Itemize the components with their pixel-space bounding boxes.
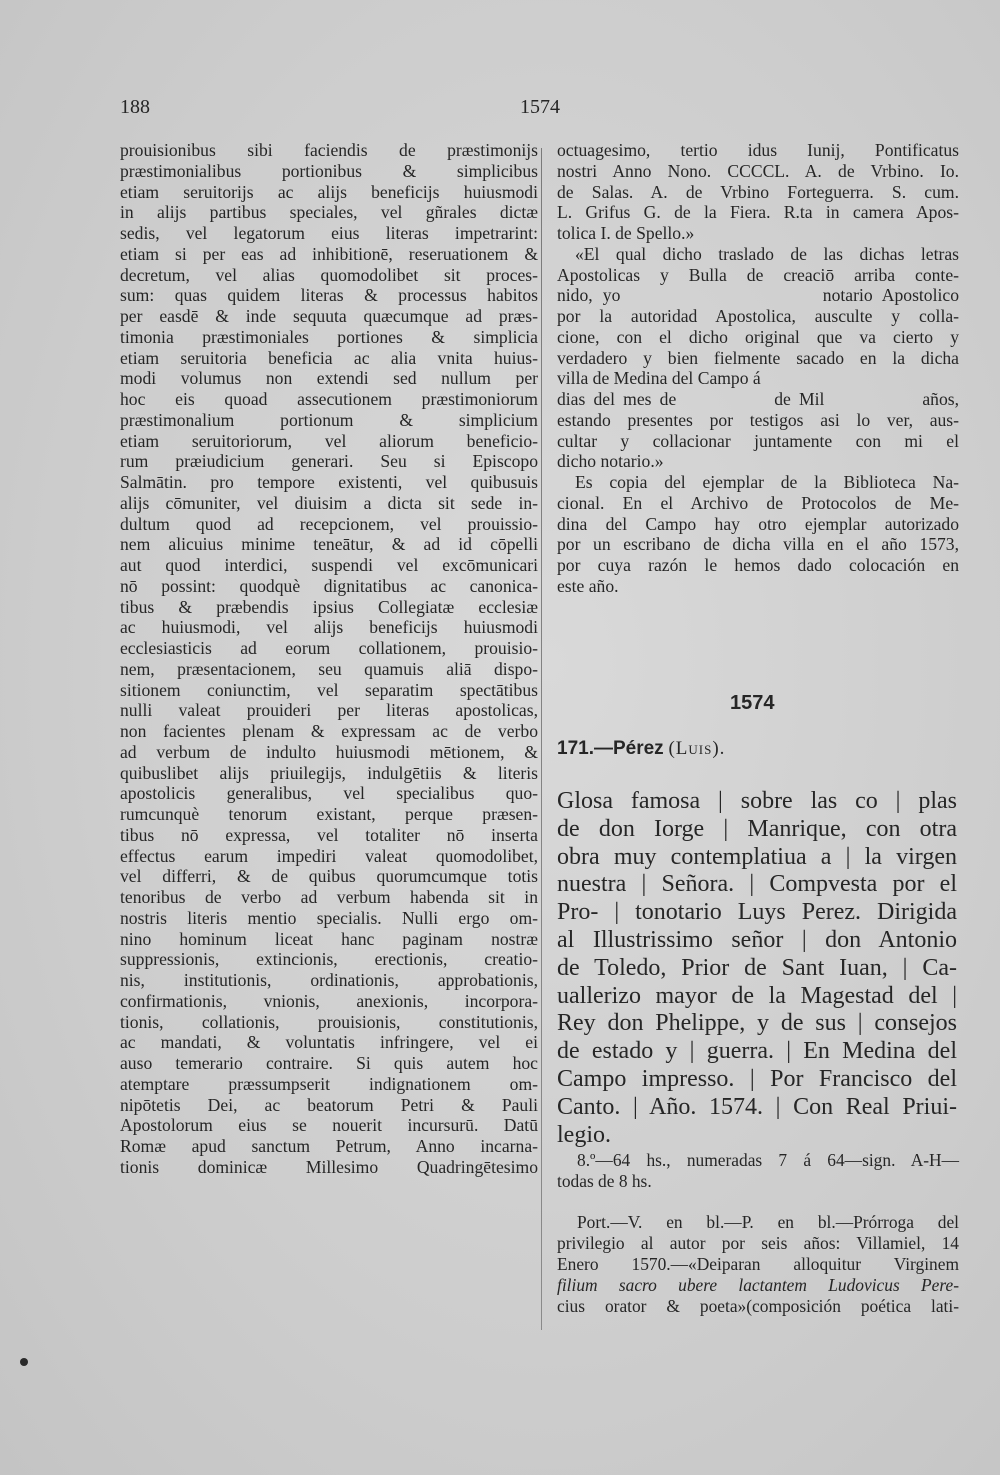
text-line: nem, præsentacionem, seu quamuis aliā dispo- bbox=[120, 658, 538, 679]
title-line: de estado y | guerra. | En Medina del bbox=[557, 1038, 957, 1065]
title-line: Rey don Phelippe, y de sus | consejos bbox=[557, 1010, 957, 1037]
text-line: etiam seruitorijs ac alijs beneficijs huiusmodi bbox=[120, 181, 538, 202]
text-line: etiam seruitoria beneficia ac alia vnita huius- bbox=[120, 347, 538, 368]
text-line: dias del mes de de Mil años, bbox=[557, 389, 959, 409]
text-line: cultar y collacionar juntamente con mi el bbox=[557, 430, 959, 451]
text-line: decretum, vel alias quomodolibet sit proces- bbox=[120, 264, 538, 285]
text-line: cione, con el dicho original que va cierto y bbox=[557, 326, 959, 347]
text-line: este año. bbox=[557, 575, 619, 596]
text-line: ad verbum de indulto huiusmodi mētionem, & bbox=[120, 741, 538, 762]
title-line: Glosa famosa | sobre las co | plas bbox=[557, 788, 957, 814]
collation-line: todas de 8 hs. bbox=[557, 1171, 652, 1191]
text-line: «El qual dicho traslado de las dichas letras bbox=[575, 243, 959, 264]
text-line: etiam si per eas ad inhibitionē, reseruationem & bbox=[120, 243, 538, 264]
text-line: atemptare præssumpserit indignationem om- bbox=[120, 1073, 538, 1094]
text-line: dina del Campo hay otro ejemplar autorizado bbox=[557, 513, 959, 534]
text-line: tionis dominicæ Millesimo Quadringētesimo bbox=[120, 1156, 538, 1177]
running-head: 1574 bbox=[520, 96, 560, 118]
entry-author: —Pérez bbox=[593, 738, 664, 759]
text-line: sum: quas quidem literas & processus habitos bbox=[120, 285, 538, 306]
text-line: nino hominum liceat hanc paginam nostræ bbox=[120, 928, 538, 949]
text-line: confirmationis, vnionis, anexionis, incorpora- bbox=[120, 990, 538, 1011]
text-line: nem alicuius minime teneātur, & ad id cōpelli bbox=[120, 534, 538, 555]
title-line: legio. bbox=[557, 1121, 611, 1148]
text-line: dicho notario.» bbox=[557, 451, 664, 472]
text-line: Salmātin. pro tempore existenti, vel quibusuis bbox=[120, 472, 538, 492]
text-line: modi volumus non extendi sed nullum per bbox=[120, 368, 538, 389]
right-column-text bbox=[557, 140, 959, 597]
entry-number: 171. bbox=[557, 738, 594, 759]
title-line: obra muy contemplatiua a | la virgen bbox=[557, 843, 957, 870]
text-line: non facientes plenam & expressam ac de verbo bbox=[120, 721, 538, 741]
text-line: L. Grifus G. de la Fiera. R.ta in camera Apos- bbox=[557, 202, 959, 223]
title-line: nuestra | Señora. | Compvesta por el bbox=[557, 871, 957, 898]
note-line: privilegio al autor por seis años: Villamiel, 14 bbox=[557, 1233, 959, 1253]
text-line: estando presentes por testigos asi lo ver, aus- bbox=[557, 409, 959, 430]
text-line: ecclesiasticis ad eorum collationem, prouisio- bbox=[120, 638, 538, 658]
title-line: de Toledo, Prior de Sant Iuan, | Ca- bbox=[557, 954, 957, 981]
text-line: quibuslibet alijs priuilegijs, indulgētiis & literis bbox=[120, 762, 538, 783]
text-line: hoc eis quoad assecutionem præstimoniorum bbox=[120, 389, 538, 409]
text-line: dultum quod ad recepcionem, vel prouissio- bbox=[120, 513, 538, 534]
text-line: tibus nō expressa, vel totaliter nō inserta bbox=[120, 824, 538, 845]
text-line: Apostolorum eius se nouerit incursurū. Datū bbox=[120, 1115, 538, 1136]
title-line: Campo impresso. | Por Francisco del bbox=[557, 1065, 957, 1092]
text-line: octuagesimo, tertio idus Iunij, Pontificatus bbox=[557, 140, 959, 160]
text-line: effectus earum impediri valeat quomodolibet, bbox=[120, 845, 538, 866]
text-line: suppressionis, extincionis, erectionis, creatio- bbox=[120, 949, 538, 970]
text-line: villa de Medina del Campo á bbox=[557, 368, 761, 389]
text-line: nostris literis mentio specialis. Nulli ergo om- bbox=[120, 907, 538, 928]
text-line: de Salas. A. de Vrbino Forteguerra. S. cum. bbox=[557, 181, 959, 202]
text-line: nipōtetis Dei, ac beatorum Petri & Pauli bbox=[120, 1094, 538, 1115]
left-column-text bbox=[120, 140, 538, 1178]
right-column bbox=[557, 140, 959, 597]
notes bbox=[557, 1212, 959, 1317]
title-line: uallerizo mayor de la Magestad del | bbox=[557, 982, 957, 1009]
note-line: Port.—V. en bl.—P. en bl.—Prórroga del bbox=[577, 1212, 959, 1232]
text-line: nō possint: quodquè dignitatibus ac canonica- bbox=[120, 575, 538, 596]
text-line: prouisionibus sibi faciendis de præstimonijs bbox=[120, 140, 538, 160]
text-line: por un escribano de dicha villa en el año 1573, bbox=[557, 534, 959, 555]
text-line: tenoribus de verbo ad verbum habenda sit in bbox=[120, 887, 538, 907]
note-line: Enero 1570.—«Deiparan alloquitur Virginem bbox=[557, 1254, 959, 1274]
text-line: præstimonalium portionum & simplicium bbox=[120, 409, 538, 430]
text-line: auso temerario contraire. Si quis autem hoc bbox=[120, 1053, 538, 1073]
text-line: por la autoridad Apostolica, ausculte y colla- bbox=[557, 306, 959, 326]
book-title bbox=[557, 788, 957, 1149]
text-line: nostri Anno Nono. CCCCL. A. de Vrbino. Io. bbox=[557, 160, 959, 181]
title-line: Canto. | Año. 1574. | Con Real Priui- bbox=[557, 1093, 957, 1120]
column-divider bbox=[541, 148, 542, 1330]
year-heading: 1574 bbox=[730, 692, 775, 714]
text-line: etiam seruitoriorum, vel aliorum beneficio- bbox=[120, 430, 538, 451]
text-line: timonia præstimoniales portiones & simplicia bbox=[120, 326, 538, 347]
text-line: nulli valeat prouideri per literas apostolicas, bbox=[120, 700, 538, 721]
text-line: sedis, vel legatorum eius literas impetrarint: bbox=[120, 223, 538, 243]
text-line: por cuya razón le hemos dado colocación en bbox=[557, 555, 959, 575]
text-line: Apostolicas y Bulla de creaciō arriba conte- bbox=[557, 264, 959, 285]
text-line: tibus & præbendis ipsius Collegiatæ ecclesiæ bbox=[120, 596, 538, 617]
text-line: tionis, collationis, prouisionis, constitutionis, bbox=[120, 1011, 538, 1032]
ink-spot bbox=[20, 1358, 28, 1366]
entry-author-given: (Luis). bbox=[668, 738, 726, 759]
page-number: 188 bbox=[120, 96, 150, 118]
text-line: rumcunquè tenorum existant, perque præsen- bbox=[120, 804, 538, 824]
text-line: nido, yo notario Apostolico bbox=[557, 285, 959, 306]
collation-line: 8.º—64 hs., numeradas 7 á 64—sign. A-H— bbox=[577, 1150, 959, 1170]
text-line: verdadero y bien fielmente sacado en la dicha bbox=[557, 347, 959, 368]
collation bbox=[557, 1150, 959, 1192]
text-line: Romæ apud sanctum Petrum, Anno incarna- bbox=[120, 1136, 538, 1156]
text-line: vel differri, & de quibus quorumcumque totis bbox=[120, 866, 538, 887]
text-line: aut quod interdici, suspendi vel excōmunicari bbox=[120, 555, 538, 575]
text-line: per easdē & inde sequuta quæcumque ad præs- bbox=[120, 306, 538, 326]
text-line: ac mandati, & voluntatis infringere, vel ei bbox=[120, 1032, 538, 1053]
note-line: filium sacro ubere lactantem Ludovicus Pere- bbox=[557, 1275, 959, 1295]
title-line: de don Iorge | Manrique, con otra bbox=[557, 815, 957, 842]
text-line: Es copia del ejemplar de la Biblioteca Na- bbox=[575, 472, 959, 492]
text-line: sitionem coniunctim, vel separatim spectātibus bbox=[120, 679, 538, 700]
text-line: in alijs partibus speciales, vel gñrales dictæ bbox=[120, 202, 538, 223]
left-column bbox=[120, 140, 538, 1178]
title-line: Pro- | tonotario Luys Perez. Dirigida bbox=[557, 899, 957, 926]
text-line: nis, institutionis, ordinationis, approbationis, bbox=[120, 970, 538, 990]
text-line: alijs cōmuniter, vel diuisim a dicta sit sede in- bbox=[120, 492, 538, 513]
text-line: tolica I. de Spello.» bbox=[557, 223, 695, 243]
title-line: al Illustrissimo señor | don Antonio bbox=[557, 926, 957, 953]
text-line: cional. En el Archivo de Protocolos de Me- bbox=[557, 492, 959, 513]
text-line: apostolicis generalibus, vel specialibus quo- bbox=[120, 783, 538, 804]
text-line: rum præiudicium generari. Seu si Episcopo bbox=[120, 451, 538, 472]
text-line: ac huiusmodi, vel alijs beneficijs huiusmodi bbox=[120, 617, 538, 638]
note-line: cius orator & poeta»(composición poética lati- bbox=[557, 1296, 959, 1316]
entry-heading bbox=[557, 738, 725, 760]
text-line: præstimonialibus portionibus & simplicibus bbox=[120, 160, 538, 181]
